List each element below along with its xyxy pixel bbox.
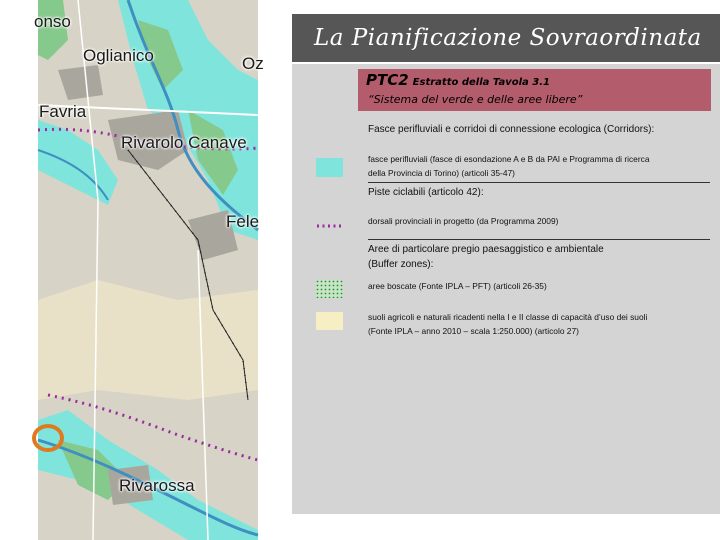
swatch-purple-dots — [316, 216, 343, 226]
legend-item-text: suoli agricoli e naturali ricadenti nella I e II classe di capacità d’uso dei suoli — [368, 312, 648, 322]
legend-item-text: (Fonte IPLA – anno 2010 – scala 1:250.000) (articolo 27) — [368, 326, 579, 336]
map-excerpt — [34, 0, 264, 540]
section-heading-buffer-zones-line1: Aree di particolare pregio paesaggistico e ambientale — [368, 244, 604, 255]
legend-header-title — [366, 71, 550, 89]
legend-header-subtitle: “Sistema del verde e delle aree libere” — [368, 93, 583, 106]
swatch-cyan-fill — [316, 158, 343, 177]
swatch-cream-fill — [316, 312, 343, 330]
page-title: La Pianificazione Sovraordinata — [314, 25, 702, 51]
place-label: onso — [34, 12, 71, 31]
section-heading-buffer-zones-line2: (Buffer zones): — [368, 259, 434, 270]
place-label: Oglianico — [83, 46, 154, 65]
place-label: Oz — [242, 54, 264, 73]
section-heading-cycle-paths: Piste ciclabili (articolo 42): — [368, 187, 484, 198]
legend-header — [358, 69, 711, 111]
legend-panel — [292, 14, 720, 514]
legend-header-main: PTC2 — [366, 71, 409, 89]
purple-dots-icon — [316, 221, 343, 231]
green-dots-icon — [316, 280, 343, 298]
section-heading-corridors: Fasce perifluviali e corridoi di connessione ecologica (Corridors): — [368, 124, 655, 135]
place-label: Fele — [226, 212, 260, 231]
legend-item-text: dorsali provinciali in progetto (da Programma 2009) — [368, 216, 559, 226]
place-label: Rivarolo Canave — [121, 133, 247, 152]
place-label: Rivarossa — [119, 476, 195, 495]
title-bar — [292, 14, 720, 64]
legend-item-text: aree boscate (Fonte IPLA – PFT) (articoli 26-35) — [368, 281, 547, 291]
map-graphic — [38, 0, 258, 540]
legend-item-text: fasce perifluviali (fasce di esondazione A e B da PAI e Programma di ricerca — [368, 154, 650, 164]
swatch-green-dots — [316, 280, 343, 298]
divider — [368, 182, 710, 183]
legend-item-text: della Provincia di Torino) (articoli 35-47) — [368, 168, 515, 178]
divider — [368, 239, 710, 240]
legend-header-main-sub: Estratto della Tavola 3.1 — [412, 77, 550, 88]
place-label: Favria — [39, 102, 87, 121]
